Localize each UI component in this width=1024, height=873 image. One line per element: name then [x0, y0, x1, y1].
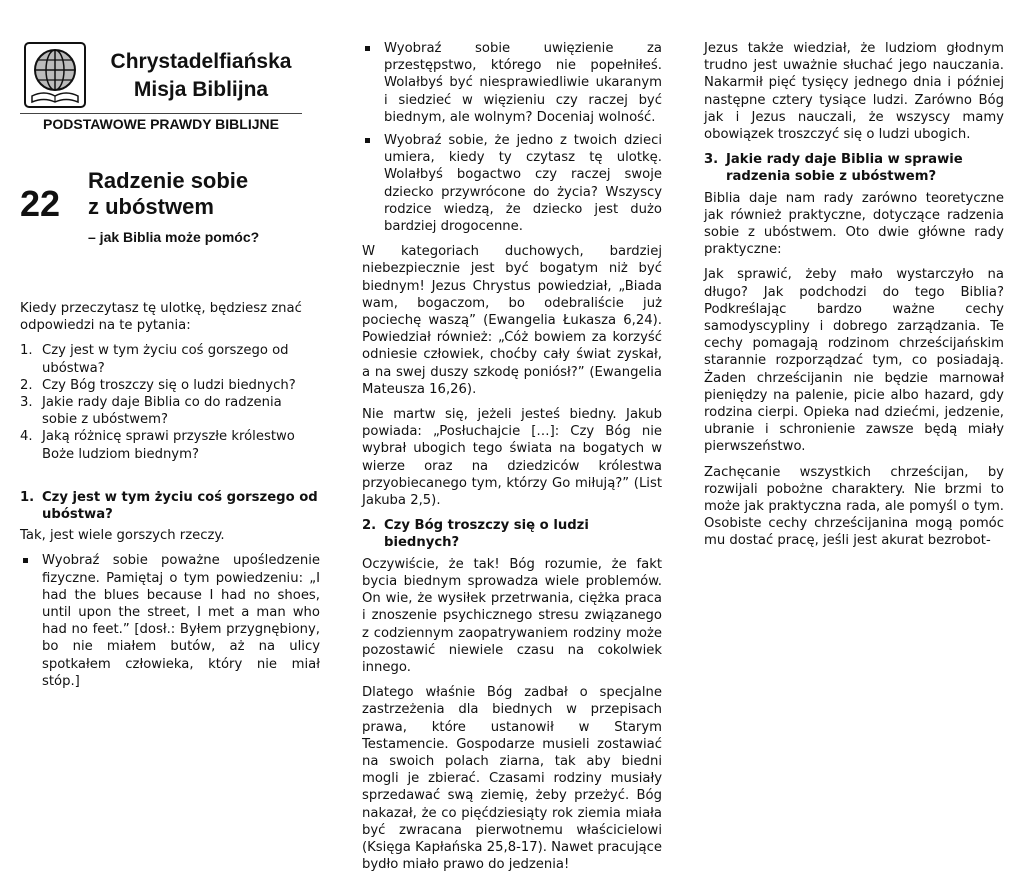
column-3 [704, 40, 1004, 558]
section-1-bullets-cont [362, 40, 662, 235]
section-1-paragraph: W kategoriach duchowych, bardziej niebezpiecznie jest być bogatym niż być biednym! Jezus Chrystus powiedział, „Biada wam, bogaczom, bo odebraliście już pociechę waszą” (Ewangelia Łukasza 6,24). Powiedział również: „Cóż bowiem za korzyść odniesie człowiek, choćby cały świat zyskał, a na swej duszy szkodę poniósł?” (Ewangelia Mateusza 16,26). [362, 244, 662, 397]
question-item: 4. Jaką różnicę sprawi przyszłe królestwo Boże ludziom biednym? [20, 429, 295, 462]
org-line-1: Chrystadelfiańska [110, 50, 292, 73]
question-item: 3. Jakie rady daje Biblia co do radzenia sobie z ubóstwem? [20, 395, 282, 428]
question-item: 1. Czy jest w tym życiu coś gorszego od ubóstwa? [20, 343, 289, 376]
lesson-number: 22 [20, 183, 61, 224]
lesson-title-line-2: z ubóstwem [88, 194, 214, 219]
section-1-heading: 1. Czy jest w tym życiu coś gorszego od ubóstwa? [20, 489, 318, 523]
bullet-item: Wyobraź sobie, że jedno z twoich dzieci umiera, kiedy ty czytasz tę ulotkę. Wolałbyś bogactwo czy raczej swoje dziecko przywrócone do życia? Wszyscy rodzice wiedzą, że dziecko jest dużo bardziej drogocenne. [362, 132, 662, 235]
organization-name [98, 48, 304, 104]
section-3-heading: 3. Jakie rady daje Biblia w sprawie radzenia sobie z ubóstwem? [704, 152, 963, 185]
section-2-heading: 2. Czy Bóg troszczy się o ludzi biednych? [362, 518, 589, 551]
lesson-title [88, 168, 308, 220]
bullet-item: Wyobraź sobie poważne upośledzenie fizyczne. Pamiętaj o tym powiedzeniu: „I had the blues because I had no shoes, until upon the street, I met a man who had no feet.” [dosł.: Byłem przygnębiony, bo nie miałem butów, aż na ulicy spotkałem człowieka, który nie miał stóp.] [20, 552, 320, 690]
header-block [20, 38, 302, 128]
bullet-item: Wyobraź sobie uwięzienie za przestępstwo, którego nie popełniłeś. Wolałbyś być niesprawiedliwie ukaranym i siedzieć w więzieniu czy raczej być biednym, ale wolnym? Doceniaj wolność. [362, 40, 662, 126]
section-1-bullets [20, 552, 320, 690]
section-1-paragraph: Tak, jest wiele gorszych rzeczy. [20, 528, 225, 544]
section-2-paragraph: Jezus także wiedział, że ludziom głodnym trudno jest uważnie słuchać jego nauczania. Nakarmił pięć tysięcy jednego dnia i później następne cztery tysiące ludzi. Zarówno Bóg jak i Jezus nauczali, że wszyscy mamy obowiązek troszczyć się o ludzi ubogich. [704, 41, 1004, 143]
section-1-paragraph: Nie martw się, jeżeli jesteś biedny. Jakub powiada: „Posłuchajcie […]: Czy Bóg nie wybrał ubogich tego świata na bogatych w wierze oraz na dziedziców królestwa przyobiecanego tym, którzy Go miłują?” (List Jakuba 2,5). [362, 407, 662, 509]
section-3-paragraph: Jak sprawić, żeby mało wystarczyło na długo? Jak podchodzi do tego Biblia? Podkreślając bardzo ważne cechy samodyscypliny i dobrego zarządzania. Te cechy pomagają rodzinom chrześcijańskim starannie rozporządzać tym, co posiadają. Żaden chrześcijanin nie będzie marnował pieniędzy na palenie, picie albo hazard, gdy rodzina cierpi. Opieka nad dziećmi, jedzenie, ubranie i schronienie zawsze będą miały pierwszeństwo. [704, 267, 1004, 455]
header-divider [20, 113, 302, 114]
section-3-paragraph: Zachęcanie wszystkich chrześcijan, by rozwijali pobożne charaktery. Nie brzmi to może jak praktyczna rada, ale pomyśl o tym. Osobiste cechy chrześcijanina mogą pomóc mu dostać pracę, jeśli jest akurat bezrobot- [704, 464, 1004, 549]
intro-block [20, 300, 320, 698]
section-2-paragraph: Dlatego właśnie Bóg zadbał o specjalne zastrzeżenia dla biednych w przepisach prawa, które ustanowił w Starym Testamencie. Gospodarze musieli zostawiać na swoich polach ziarna, tak aby biedni mogli je zbierać. Czasami rodziny musiały sprzedawać swą ziemię, żeby przeżyć. Bóg nakazał, że co pięćdziesiąty rok ziemia miała być zwracana pierwotnemu właścicielowi (Księga Kapłańska 25,8-17). Nawet pracujące bydło miało prawo do jedzenia! [362, 685, 662, 873]
series-title: PODSTAWOWE PRAWDY BIBLIJNE [43, 116, 279, 132]
column-2 [362, 40, 662, 873]
section-2-paragraph: Oczywiście, że tak! Bóg rozumie, że fakt bycia biednym sprowadza wiele problemów. On wie, że wysiłek przetrwania, ciężka praca i znoszenie psychicznego stresu związanego z codziennym zaopatrywaniem rodziny może pozostawić niewiele czasu na cokolwiek innego. [362, 556, 662, 675]
section-3-paragraph: Biblia daje nam rady zarówno teoretyczne jak również praktyczne, dotyczące radzenia sobie z ubóstwem. Oto dwie główne rady praktyczne: [704, 190, 1004, 258]
intro-text: Kiedy przeczytasz tę ulotkę, będziesz znać odpowiedzi na te pytania: [20, 301, 302, 334]
globe-bible-logo-icon [24, 42, 86, 108]
org-line-2: Misja Biblijna [133, 78, 269, 101]
questions-list [20, 342, 320, 462]
lesson-subtitle: – jak Biblia może pomóc? [88, 229, 260, 245]
question-item: 2. Czy Bóg troszczy się o ludzi biednych? [20, 377, 296, 393]
lesson-title-line-1: Radzenie sobie [88, 168, 249, 193]
